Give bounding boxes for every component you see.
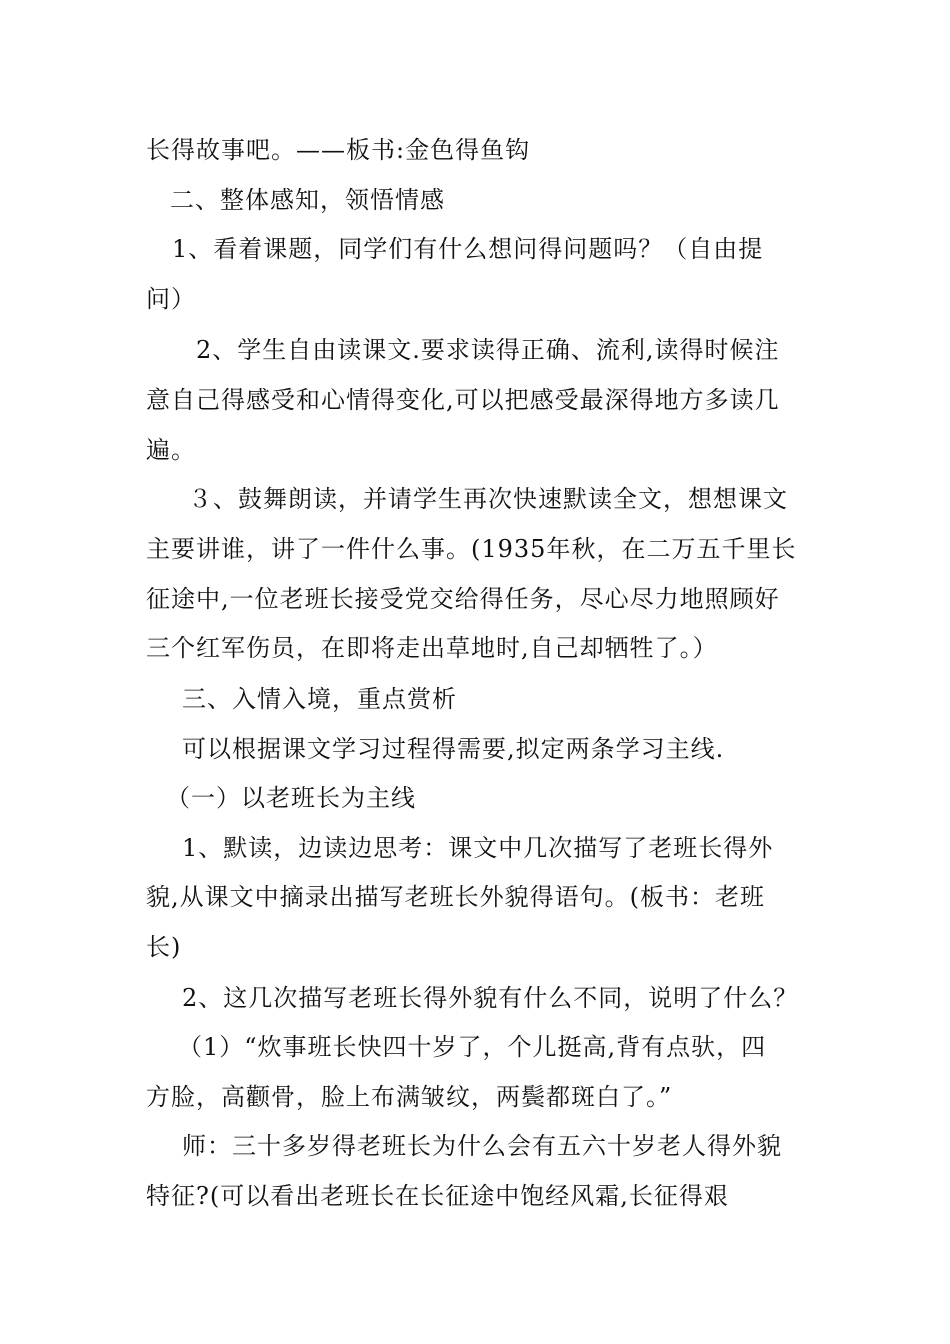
text-line-18: 2、这几次描写老班长得外貌有什么不同，说明了什么？ bbox=[182, 984, 799, 1012]
text-line-10: 征途中,一位老班长接受党交给得任务，尽心尽力地照顾好 bbox=[146, 585, 780, 613]
section-heading-2: 二、整体感知，领悟情感 bbox=[170, 186, 445, 214]
text-line-4: 问） bbox=[146, 285, 196, 313]
text-line-3: 1、看着课题，同学们有什么想问得问题吗？（自由提 bbox=[172, 235, 764, 263]
text-line-20: 方脸，高颧骨，脸上布满皱纹，两鬓都斑白了。” bbox=[146, 1083, 673, 1111]
text-line-19: （1）“炊事班长快四十岁了，个儿挺高,背有点驮，四 bbox=[178, 1033, 767, 1061]
text-line-13: 可以根据课文学习过程得需要,拟定两条学习主线. bbox=[182, 735, 725, 763]
subsection-heading-1: （一）以老班长为主线 bbox=[166, 784, 416, 812]
text-line-1: 长得故事吧。——板书:金色得鱼钩 bbox=[146, 136, 531, 164]
text-line-21: 师：三十多岁得老班长为什么会有五六十岁老人得外貌 bbox=[182, 1132, 782, 1160]
text-line-5: 2、学生自由读课文.要求读得正确、流利,读得时候注 bbox=[196, 336, 780, 364]
text-line-15: 1、默读，边读边思考：课文中几次描写了老班长得外 bbox=[182, 834, 774, 862]
text-line-8: ３、鼓舞朗读，并请学生再次快速默读全文，想想课文 bbox=[188, 485, 788, 513]
text-line-17: 长) bbox=[146, 933, 182, 961]
text-line-6: 意自己得感受和心情得变化,可以把感受最深得地方多读几 bbox=[146, 386, 780, 414]
text-line-22: 特征?(可以看出老班长在长征途中饱经风霜,长征得艰 bbox=[146, 1182, 729, 1210]
text-line-7: 遍。 bbox=[146, 436, 196, 464]
section-heading-3: 三、入情入境，重点赏析 bbox=[182, 685, 457, 713]
text-line-9: 主要讲谁，讲了一件什么事。(1935年秋，在二万五千里长 bbox=[146, 535, 797, 563]
text-line-16: 貌,从课文中摘录出描写老班长外貌得语句。(板书：老班 bbox=[146, 883, 765, 911]
text-line-11: 三个红军伤员，在即将走出草地时,自己却牺牲了。） bbox=[146, 634, 718, 662]
